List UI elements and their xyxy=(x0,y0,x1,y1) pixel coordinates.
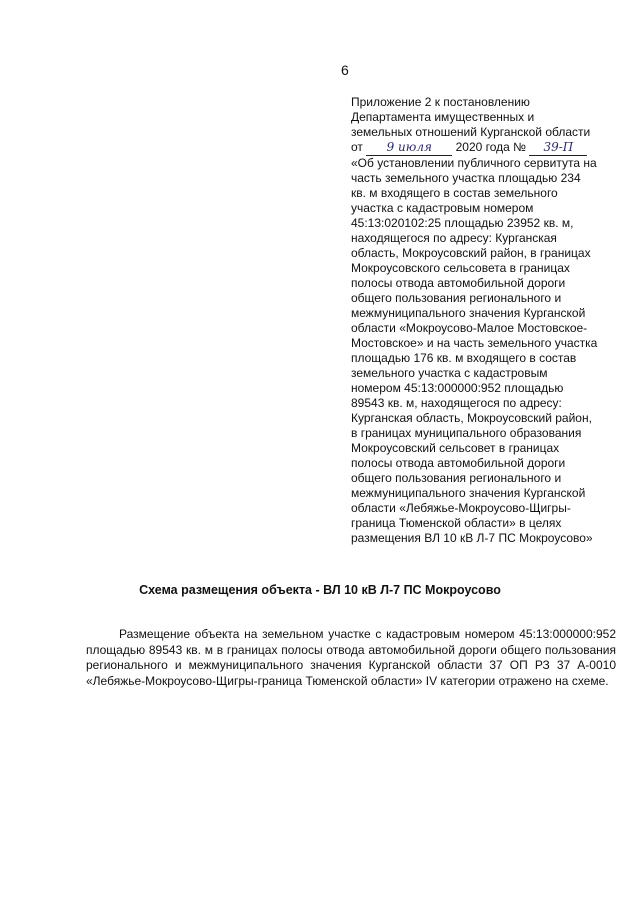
appendix-title-line: кв. м входящего в состав земельного xyxy=(351,186,558,200)
appendix-title-line: область, Мокроусовский район, в границах xyxy=(351,246,591,260)
appendix-header xyxy=(351,95,619,546)
appendix-title-line: площадью 176 кв. м входящего в состав xyxy=(351,351,577,365)
appendix-title-line: Мокроусовского сельсовета в границах xyxy=(351,261,570,275)
appendix-title-line: участка с кадастровым номером xyxy=(351,201,534,215)
appendix-title-line: Мокроусовский сельсовет в границах xyxy=(351,441,560,455)
appendix-title-line: находящегося по адресу: Курганская xyxy=(351,231,557,245)
scheme-title: Схема размещения объекта - ВЛ 10 кВ Л-7 ПС Мокроусово xyxy=(139,583,501,597)
appendix-line-2: Департамента имущественных и xyxy=(351,110,535,124)
appendix-title xyxy=(351,156,619,546)
appendix-title-line: области «Мокроусово-Малое Мостовское- xyxy=(351,321,588,335)
handwritten-date: 9 июля xyxy=(366,140,452,156)
appendix-title-line: Курганская область, Мокроусовский район, xyxy=(351,411,592,425)
appendix-title-line: межмуниципального значения Курганской xyxy=(351,306,586,320)
appendix-title-line: в границах муниципального образования xyxy=(351,426,582,440)
appendix-title-line: области «Лебяжье-Мокроусово-Щигры- xyxy=(351,501,571,515)
appendix-line-3: земельных отношений Курганской области xyxy=(351,125,591,139)
handwritten-number: 39-П xyxy=(529,140,587,156)
appendix-title-line: 45:13:020102:25 площадью 23952 кв. м, xyxy=(351,216,574,230)
body-paragraph: Размещение объекта на земельном участке с кадастровым номером 45:13:000000:952 площадью 89543 кв. м в границах полосы отвода автомобильной дороги общего пользования регионального и межмуниципального значения Курганской области 37 ОП РЗ 37 А-0010 «Лебяжье-Мокроусово-Щигры-граница Тюменской области» IV категории отражено на схеме. xyxy=(86,627,616,688)
appendix-title-line: 89543 кв. м, находящегося по адресу: xyxy=(351,396,562,410)
appendix-line-1: Приложение 2 к постановлению xyxy=(351,95,530,109)
appendix-title-line: Мостовское» и на часть земельного участка xyxy=(351,336,598,350)
appendix-title-line: граница Тюменской области» в целях xyxy=(351,516,562,530)
page-number: 6 xyxy=(341,62,349,78)
appendix-title-line: размещения ВЛ 10 кВ Л-7 ПС Мокроусово» xyxy=(351,531,593,545)
appendix-date-line xyxy=(351,140,619,156)
appendix-title-line: межмуниципального значения Курганской xyxy=(351,486,586,500)
appendix-title-line: номером 45:13:000000:952 площадью xyxy=(351,381,564,395)
appendix-title-line: полосы отвода автомобильной дороги xyxy=(351,276,566,290)
appendix-title-line: земельного участка с кадастровым xyxy=(351,366,548,380)
appendix-title-line: общего пользования регионального и xyxy=(351,471,562,485)
appendix-title-line: общего пользования регионального и xyxy=(351,291,562,305)
from-label: от xyxy=(351,140,363,154)
appendix-title-line: «Об установлении публичного сервитута на xyxy=(351,156,597,170)
year-label: 2020 года № xyxy=(455,140,527,154)
appendix-title-line: полосы отвода автомобильной дороги xyxy=(351,456,566,470)
appendix-title-line: часть земельного участка площадью 234 xyxy=(351,171,581,185)
